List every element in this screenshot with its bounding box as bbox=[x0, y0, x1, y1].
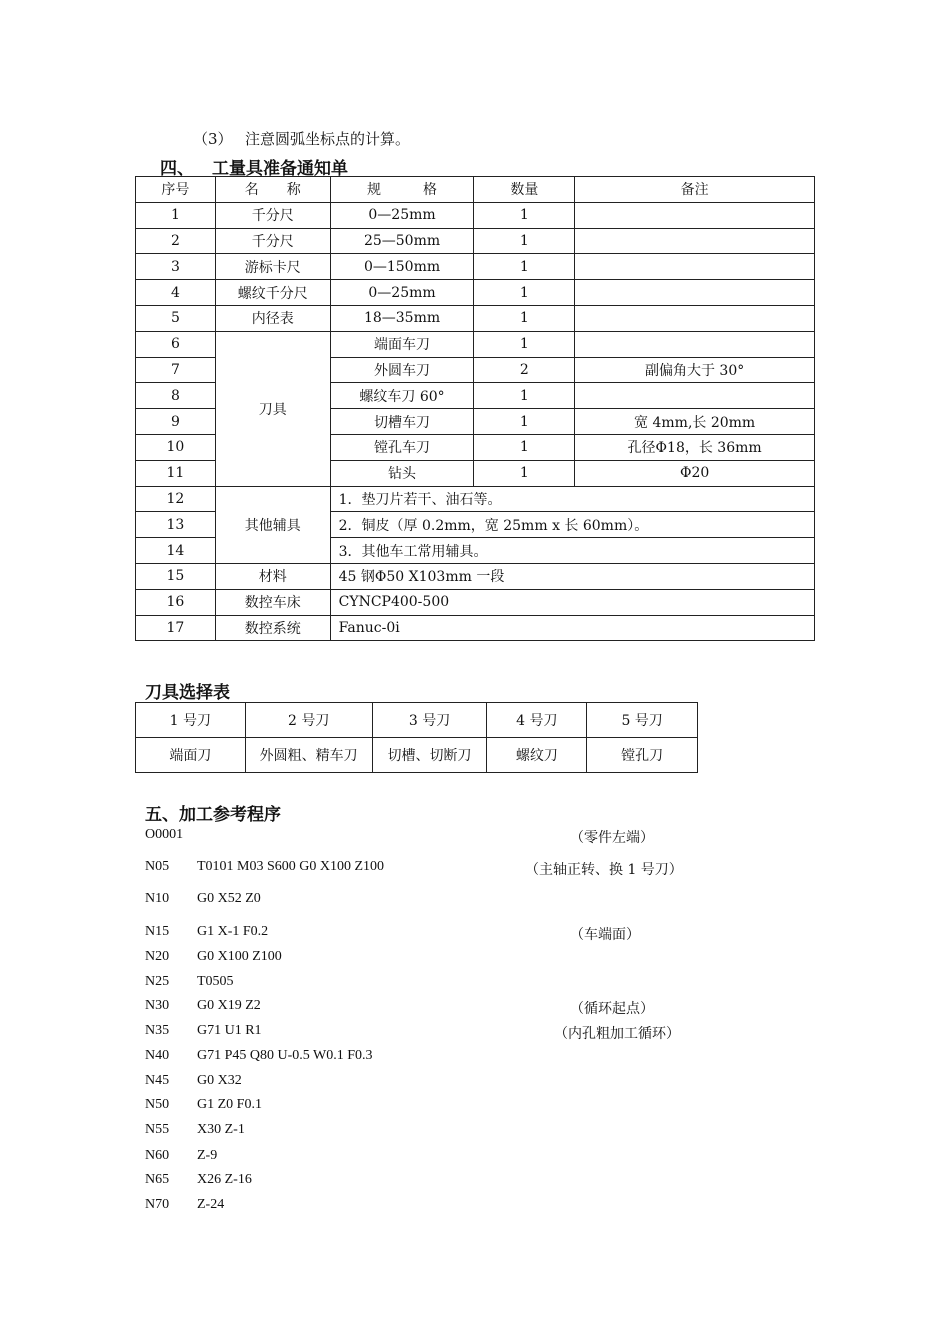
aux-item-cell: 3．其他车工常用辅具。 bbox=[330, 538, 814, 564]
program-line bbox=[145, 1172, 252, 1188]
tool-qty-cell: 1 bbox=[474, 305, 575, 331]
tool-spec-cell: 切槽车刀 bbox=[330, 409, 474, 435]
program-line bbox=[145, 1023, 262, 1039]
table-row bbox=[136, 254, 815, 280]
tool-note-cell bbox=[575, 280, 815, 306]
line-number: N55 bbox=[145, 1122, 170, 1137]
tool-name-cell: 千分尺 bbox=[215, 228, 330, 254]
gcode: G0 X19 Z2 bbox=[197, 998, 261, 1013]
gcode: G0 X52 Z0 bbox=[197, 891, 261, 906]
table-row bbox=[136, 305, 815, 331]
program-comment: （内孔粗加工循环） bbox=[554, 1026, 680, 1042]
tool-type-cell: 切槽、切断刀 bbox=[372, 738, 487, 773]
row-number-cell: 16 bbox=[136, 589, 216, 615]
tool-note-cell bbox=[575, 305, 815, 331]
gcode: G1 Z0 F0.1 bbox=[197, 1097, 262, 1112]
tool-spec-cell: 钻头 bbox=[330, 460, 474, 486]
row-number-cell: 14 bbox=[136, 538, 216, 564]
program-line bbox=[145, 827, 183, 843]
tool-name-cell: 千分尺 bbox=[215, 202, 330, 228]
tool-qty-cell: 1 bbox=[474, 280, 575, 306]
row-number-cell: 17 bbox=[136, 615, 216, 641]
line-number: N20 bbox=[145, 949, 170, 964]
gcode: X26 Z-16 bbox=[197, 1172, 252, 1187]
program-line bbox=[145, 1073, 242, 1089]
tool-note-cell bbox=[575, 331, 815, 357]
line-number: N70 bbox=[145, 1197, 170, 1212]
table-row bbox=[136, 228, 815, 254]
gcode: G0 X100 Z100 bbox=[197, 949, 282, 964]
item-name-cell: 材料 bbox=[215, 563, 330, 589]
row-number-cell: 12 bbox=[136, 486, 216, 512]
tool-spec-cell: 18—35mm bbox=[330, 305, 474, 331]
program-line bbox=[145, 924, 268, 940]
program-line bbox=[145, 974, 234, 990]
tool-spec-cell: 0—25mm bbox=[330, 280, 474, 306]
program-comment: （循环起点） bbox=[570, 1001, 654, 1017]
tool-spec-cell: 螺纹车刀 60° bbox=[330, 383, 474, 409]
section-4-title: 工量具准备通知单 bbox=[212, 159, 348, 179]
line-number: N35 bbox=[145, 1023, 170, 1038]
program-comment: （零件左端） bbox=[570, 830, 654, 846]
tool-note-cell: 宽 4mm,长 20mm bbox=[575, 409, 815, 435]
table-row bbox=[136, 331, 815, 357]
row-number-cell: 15 bbox=[136, 563, 216, 589]
table-row bbox=[136, 563, 815, 589]
header-cell: 规 格 bbox=[330, 177, 474, 203]
program-line bbox=[145, 1148, 217, 1164]
tool-select-value-row bbox=[136, 738, 698, 773]
note-number: （3） bbox=[193, 130, 233, 148]
row-number-cell: 7 bbox=[136, 357, 216, 383]
row-number-cell: 2 bbox=[136, 228, 216, 254]
table-row bbox=[136, 589, 815, 615]
gcode: G1 X-1 F0.2 bbox=[197, 924, 269, 939]
tool-qty-cell: 2 bbox=[474, 357, 575, 383]
line-number: N40 bbox=[145, 1048, 170, 1063]
header-cell: 数量 bbox=[474, 177, 575, 203]
tool-note-cell bbox=[575, 202, 815, 228]
item-detail-cell: 45 钢Φ50 X103mm 一段 bbox=[330, 563, 814, 589]
row-number-cell: 6 bbox=[136, 331, 216, 357]
line-number: O0001 bbox=[145, 827, 184, 842]
header-cell: 序号 bbox=[136, 177, 216, 203]
tool-spec-cell: 端面车刀 bbox=[330, 331, 474, 357]
note-text: 注意圆弧坐标点的计算。 bbox=[245, 130, 411, 148]
table-row bbox=[136, 202, 815, 228]
tool-number-cell: 5 号刀 bbox=[587, 703, 698, 738]
line-number: N65 bbox=[145, 1172, 170, 1187]
line-number: N50 bbox=[145, 1097, 170, 1112]
section-5-heading: 五、加工参考程序 bbox=[145, 805, 281, 825]
program-line bbox=[145, 859, 384, 875]
tool-note-cell bbox=[575, 228, 815, 254]
tools-table bbox=[135, 176, 815, 641]
item-detail-cell: Fanuc-0i bbox=[330, 615, 814, 641]
row-number-cell: 13 bbox=[136, 512, 216, 538]
tool-number-cell: 4 号刀 bbox=[487, 703, 587, 738]
row-number-cell: 5 bbox=[136, 305, 216, 331]
item-name-cell: 数控系统 bbox=[215, 615, 330, 641]
tool-name-cell: 内径表 bbox=[215, 305, 330, 331]
tool-number-cell: 2 号刀 bbox=[245, 703, 372, 738]
line-number: N60 bbox=[145, 1148, 170, 1163]
program-line bbox=[145, 1097, 262, 1113]
program-line bbox=[145, 1048, 373, 1064]
line-number: N30 bbox=[145, 998, 170, 1013]
table-row bbox=[136, 280, 815, 306]
program-line bbox=[145, 1197, 224, 1213]
row-number-cell: 10 bbox=[136, 434, 216, 460]
program-comment: （车端面） bbox=[570, 927, 640, 943]
item-name-cell: 数控车床 bbox=[215, 589, 330, 615]
line-number: N10 bbox=[145, 891, 170, 906]
tool-type-cell: 螺纹刀 bbox=[487, 738, 587, 773]
section-4-number: 四、 bbox=[160, 159, 194, 179]
tool-qty-cell: 1 bbox=[474, 383, 575, 409]
gcode: G71 U1 R1 bbox=[197, 1023, 262, 1038]
line-number: N05 bbox=[145, 859, 170, 874]
gcode: T0505 bbox=[197, 974, 234, 989]
row-number-cell: 8 bbox=[136, 383, 216, 409]
gcode: Z-24 bbox=[197, 1197, 225, 1212]
tool-qty-cell: 1 bbox=[474, 228, 575, 254]
aux-group-cell: 其他辅具 bbox=[215, 486, 330, 563]
tool-qty-cell: 1 bbox=[474, 409, 575, 435]
aux-item-cell: 1．垫刀片若干、油石等。 bbox=[330, 486, 814, 512]
cutter-group-cell: 刀具 bbox=[215, 331, 330, 486]
tool-number-cell: 3 号刀 bbox=[372, 703, 487, 738]
tool-type-cell: 外圆粗、精车刀 bbox=[245, 738, 372, 773]
tool-qty-cell: 1 bbox=[474, 460, 575, 486]
program-comment: （主轴正转、换 1 号刀） bbox=[525, 862, 683, 878]
tool-name-cell: 游标卡尺 bbox=[215, 254, 330, 280]
tool-spec-cell: 外圆车刀 bbox=[330, 357, 474, 383]
tool-note-cell: 孔径Φ18，长 36mm bbox=[575, 434, 815, 460]
gcode: X30 Z-1 bbox=[197, 1122, 245, 1137]
line-number: N25 bbox=[145, 974, 170, 989]
tool-spec-cell: 0—25mm bbox=[330, 202, 474, 228]
gcode: Z-9 bbox=[197, 1148, 218, 1163]
table-row bbox=[136, 615, 815, 641]
tool-note-cell bbox=[575, 383, 815, 409]
row-number-cell: 3 bbox=[136, 254, 216, 280]
tool-qty-cell: 1 bbox=[474, 331, 575, 357]
program-line bbox=[145, 998, 261, 1014]
tool-name-cell: 螺纹千分尺 bbox=[215, 280, 330, 306]
program-line bbox=[145, 1122, 245, 1138]
tool-number-cell: 1 号刀 bbox=[136, 703, 246, 738]
tool-note-cell: 副偏角大于 30° bbox=[575, 357, 815, 383]
tool-qty-cell: 1 bbox=[474, 202, 575, 228]
program-line bbox=[145, 949, 282, 965]
header-cell: 名 称 bbox=[215, 177, 330, 203]
row-number-cell: 4 bbox=[136, 280, 216, 306]
tool-select-table bbox=[135, 702, 698, 773]
aux-item-cell: 2．铜皮（厚 0.2mm，宽 25mm x 长 60mm）。 bbox=[330, 512, 814, 538]
tool-select-header-row bbox=[136, 703, 698, 738]
tools-table-body bbox=[136, 177, 815, 641]
row-number-cell: 11 bbox=[136, 460, 216, 486]
gcode: G0 X32 bbox=[197, 1073, 242, 1088]
tool-type-cell: 端面刀 bbox=[136, 738, 246, 773]
tool-note-cell: Φ20 bbox=[575, 460, 815, 486]
line-number: N15 bbox=[145, 924, 170, 939]
tool-spec-cell: 0—150mm bbox=[330, 254, 474, 280]
tool-spec-cell: 25—50mm bbox=[330, 228, 474, 254]
gcode: G71 P45 Q80 U-0.5 W0.1 F0.3 bbox=[197, 1048, 373, 1063]
tool-spec-cell: 镗孔车刀 bbox=[330, 434, 474, 460]
program-line bbox=[145, 891, 261, 907]
table-header-row bbox=[136, 177, 815, 203]
row-number-cell: 1 bbox=[136, 202, 216, 228]
tool-type-cell: 镗孔刀 bbox=[587, 738, 698, 773]
item-detail-cell: CYNCP400-500 bbox=[330, 589, 814, 615]
calc-note bbox=[193, 128, 410, 149]
tool-qty-cell: 1 bbox=[474, 254, 575, 280]
tool-note-cell bbox=[575, 254, 815, 280]
line-number: N45 bbox=[145, 1073, 170, 1088]
tool-select-title: 刀具选择表 bbox=[145, 683, 230, 703]
gcode: T0101 M03 S600 G0 X100 Z100 bbox=[197, 859, 385, 874]
tool-qty-cell: 1 bbox=[474, 434, 575, 460]
row-number-cell: 9 bbox=[136, 409, 216, 435]
table-row bbox=[136, 486, 815, 512]
header-cell: 备注 bbox=[575, 177, 815, 203]
